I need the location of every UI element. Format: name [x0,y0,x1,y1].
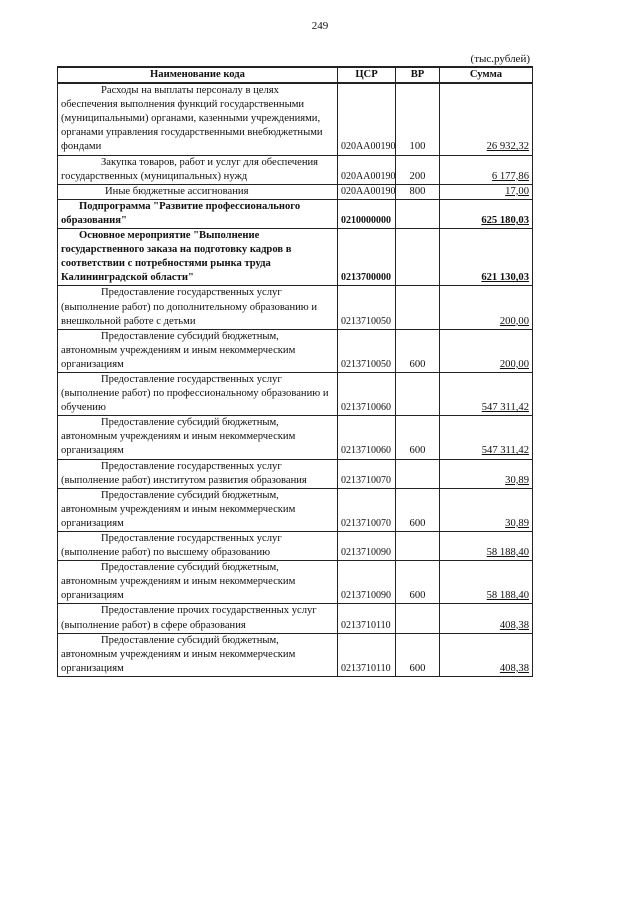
row-name: Иные бюджетные ассигнования [58,184,338,199]
row-vr [396,229,440,286]
row-sum: 200,00 [440,286,533,329]
row-sum: 408,38 [440,604,533,633]
row-sum: 58 188,40 [440,532,533,561]
row-vr [396,604,440,633]
row-name: Основное мероприятие "Выполнение государственного заказа на подготовку кадров в соответствии с потребностями рынка труда Калининградской области" [58,229,338,286]
row-sum: 408,38 [440,633,533,676]
row-vr: 600 [396,561,440,604]
row-vr [396,372,440,415]
row-sum: 547 311,42 [440,416,533,459]
row-vr [396,286,440,329]
row-sum: 625 180,03 [440,199,533,228]
header-vr: ВР [396,67,440,83]
table-row [58,184,533,199]
row-csr: 0213710090 [338,532,396,561]
budget-table [57,66,533,677]
table-row [58,199,533,228]
units-label: (тыс.рублей) [470,53,530,65]
row-csr: 0213710050 [338,286,396,329]
row-sum: 30,89 [440,488,533,531]
table-row [58,286,533,329]
table-header-row [58,67,533,83]
row-sum: 621 130,03 [440,229,533,286]
row-csr: 0213710110 [338,633,396,676]
table-row [58,229,533,286]
table-row [58,561,533,604]
header-name: Наименование кода [58,67,338,83]
row-name: Предоставление прочих государственных услуг (выполнение работ) в сфере образования [58,604,338,633]
table-row [58,488,533,531]
row-csr: 020АА00190 [338,155,396,184]
row-name: Предоставление государственных услуг (выполнение работ) по высшему образованию [58,532,338,561]
row-name: Предоставление государственных услуг (выполнение работ) по профессиональному образованию и обучению [58,372,338,415]
row-csr: 0213710070 [338,488,396,531]
table-row [58,83,533,155]
table-row [58,633,533,676]
table-row [58,416,533,459]
row-name: Предоставление субсидий бюджетным, автономным учреждениям и иным некоммерческим организациям [58,633,338,676]
row-csr: 020АА00190 [338,83,396,155]
row-vr: 200 [396,155,440,184]
row-vr [396,459,440,488]
row-name: Подпрограмма "Развитие профессионального образования" [58,199,338,228]
row-name: Предоставление субсидий бюджетным, автономным учреждениям и иным некоммерческим организациям [58,416,338,459]
row-vr: 600 [396,416,440,459]
row-csr: 0213700000 [338,229,396,286]
row-vr: 600 [396,488,440,531]
table-row [58,604,533,633]
table-row [58,155,533,184]
row-sum: 30,89 [440,459,533,488]
row-sum: 26 932,32 [440,83,533,155]
row-vr [396,532,440,561]
row-csr: 0213710060 [338,372,396,415]
page-number: 249 [311,20,329,32]
row-vr: 600 [396,633,440,676]
table-row [58,532,533,561]
row-csr: 0210000000 [338,199,396,228]
row-name: Предоставление субсидий бюджетным, автономным учреждениям и иным некоммерческим организациям [58,561,338,604]
row-name: Предоставление государственных услуг (выполнение работ) институтом развития образования [58,459,338,488]
row-csr: 0213710090 [338,561,396,604]
row-csr: 0213710070 [338,459,396,488]
row-name: Закупка товаров, работ и услуг для обеспечения государственных (муниципальных) нужд [58,155,338,184]
row-sum: 547 311,42 [440,372,533,415]
row-name: Предоставление государственных услуг (выполнение работ) по дополнительному образованию и внешкольной работе с детьми [58,286,338,329]
table-row [58,372,533,415]
header-csr: ЦСР [338,67,396,83]
row-sum: 200,00 [440,329,533,372]
row-name: Предоставление субсидий бюджетным, автономным учреждениям и иным некоммерческим организациям [58,329,338,372]
row-vr [396,199,440,228]
row-vr: 100 [396,83,440,155]
row-name: Предоставление субсидий бюджетным, автономным учреждениям и иным некоммерческим организациям [58,488,338,531]
row-sum: 6 177,86 [440,155,533,184]
row-sum: 58 188,40 [440,561,533,604]
table-row [58,329,533,372]
row-name: Расходы на выплаты персоналу в целях обеспечения выполнения функций государственными (муниципальными) органами, казенными учреждениями, органами управления государственными внебюджетными фондами [58,83,338,155]
row-csr: 0213710110 [338,604,396,633]
row-csr: 0213710060 [338,416,396,459]
row-sum: 17,00 [440,184,533,199]
row-vr: 600 [396,329,440,372]
row-csr: 0213710050 [338,329,396,372]
row-csr: 020АА00190 [338,184,396,199]
header-sum: Сумма [440,67,533,83]
table-row [58,459,533,488]
row-vr: 800 [396,184,440,199]
